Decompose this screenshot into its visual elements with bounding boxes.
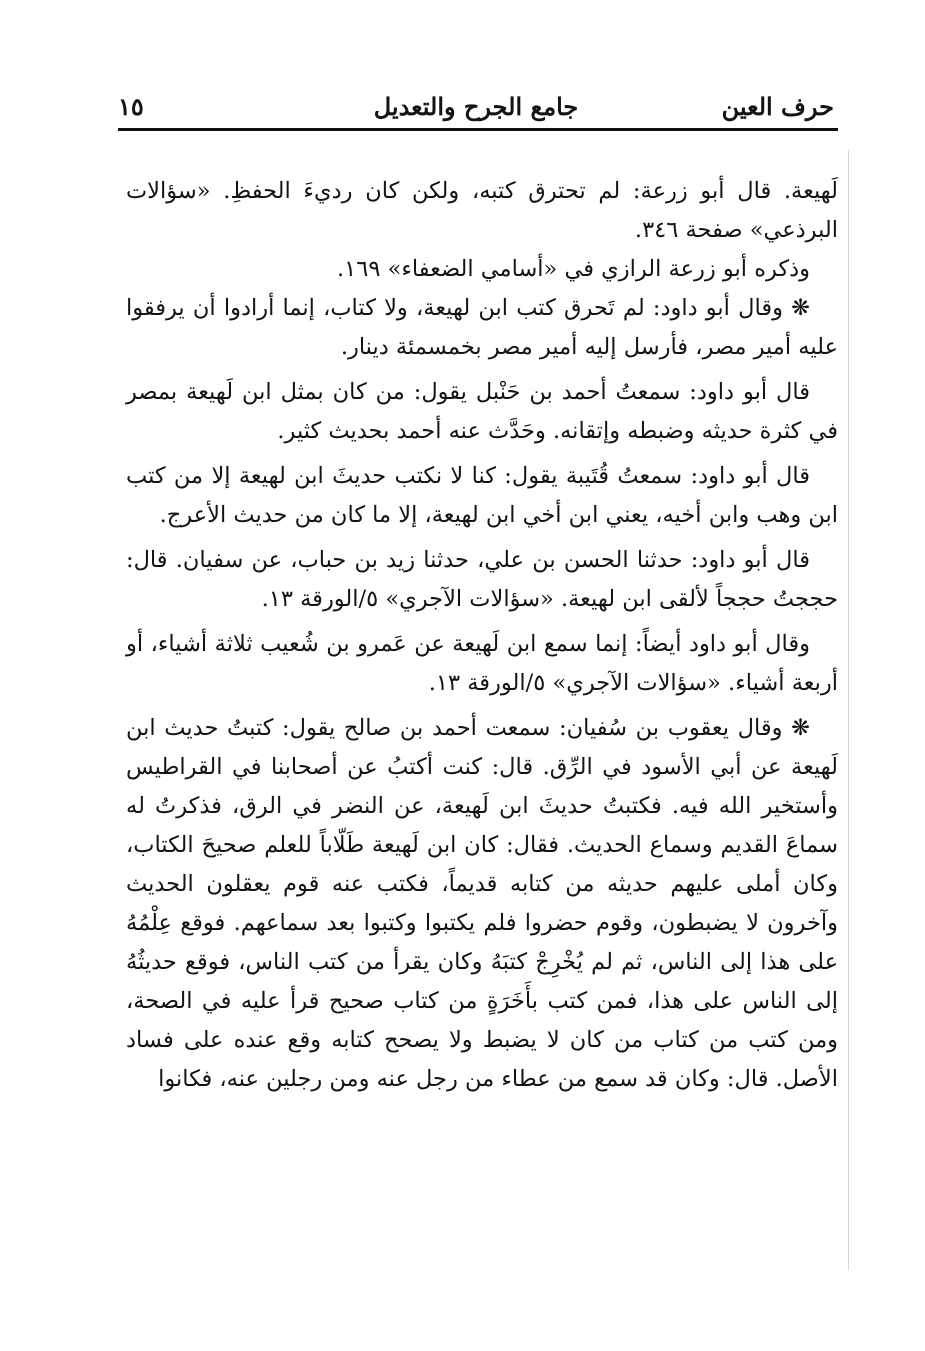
paragraph: ❋ وقال أبو داود: لم تَحرق كتب ابن لهيعة، ولا كتاب، إنما أرادوا أن يرفقوا عليه أمير مصر، فأرسل إليه أمير مصر بخمسمئة دينار. [126,295,838,360]
paragraph: ❋ وقال يعقوب بن سُفيان: سمعت أحمد بن صالح يقول: كتبتُ حديث ابن لَهيعة عن أبي الأسود في الرِّق. قال: كنت أكتبُ عن أصحابنا في القراطيس وأستخير الله فيه. فكتبتُ حديثَ ابن لَهيعة، عن النضر في الرق، فذكرتُ له سماعَ القديم وسماع الحديث. فقال: كان ابن لَهيعة طَلّاباً للعلم صحيحَ الكتاب، وكان أملى عليهم حديثه من كتابه قديماً، فكتب عنه قوم يعقلون الحديث وآخرون لا يضبطون، وقوم حضروا فلم يكتبوا وكتبوا بعد سماعهم. فوقع عِلْمُهُ على هذا إلى الناس، ثم لم يُخْرِجْ كتبَهُ وكان يقرأ من كتب الناس، فوقع حديثُهُ إلى الناس على هذا، فمن كتب بأَخَرَةٍ من كتاب صحيح قرأ عليه في الصحة، ومن كتب من كتاب من كان لا يضبط ولا يصحح كتابه وقع عنده على فساد الأصل. قال: وكان قد سمع من عطاء من رجل عنه ومن رجلين عنه، فكانوا [126,715,838,1092]
paragraph: وذكره أبو زرعة الرازي في «أسامي الضعفاء» ١٦٩. [337,256,810,282]
page-edge-line [848,150,849,1270]
paragraph: قال أبو داود: سمعتُ أحمد بن حَنْبل يقول: من كان بمثل ابن لَهيعة بمصر في كثرة حديثه وضبطه وإتقانه. وحَدَّث عنه أحمد بحديث كثير. [126,379,838,444]
paragraph: لَهيعة. قال أبو زرعة: لم تحترق كتبه، ولكن كان رديءَ الحفظِ. «سؤالات البرذعي» صفحة ٣٤٦. [126,178,838,243]
book-title: جامع الجرح والتعديل [373,92,579,121]
page-number: ١٥ [118,92,144,121]
paragraph: قال أبو داود: سمعتُ قُتَيبة يقول: كنا لا نكتب حديثَ ابن لهيعة إلا من كتب ابن وهب وابن أخيه، يعني ابن أخي ابن لهيعة، إلا ما كان من حديث الأعرج. [126,463,838,528]
page-body [126,172,838,1099]
paragraph: قال أبو داود: حدثنا الحسن بن علي، حدثنا زيد بن حباب، عن سفيان. قال: حججتُ حججاً لألقى ابن لهيعة. «سؤالات الآجري» ٥/الورقة ١٣. [126,547,838,612]
running-header [118,88,834,128]
chapter-title: حرف العين [721,92,834,121]
header-rule [118,128,838,131]
paragraph: وقال أبو داود أيضاً: إنما سمع ابن لَهيعة عن عَمرو بن شُعيب ثلاثة أشياء، أو أربعة أشياء. «سؤالات الآجري» ٥/الورقة ١٣. [126,631,838,696]
